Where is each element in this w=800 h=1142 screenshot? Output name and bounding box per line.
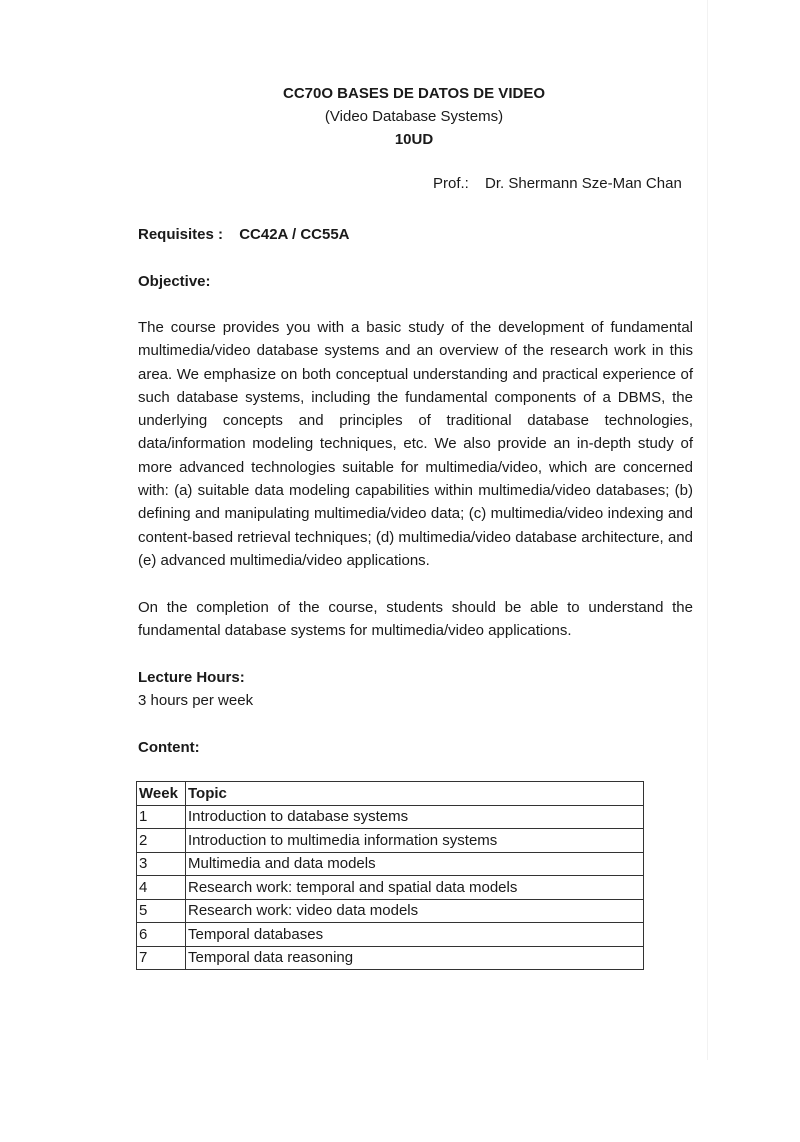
week-cell: 7 [137, 946, 186, 970]
requisites-label: Requisites : [138, 226, 224, 243]
table-row [137, 899, 644, 923]
column-header-topic: Topic [186, 782, 644, 806]
course-units: 10UD [394, 131, 434, 148]
course-subtitle: (Video Database Systems) [324, 108, 504, 125]
topic-cell: Multimedia and data models [186, 852, 644, 876]
course-title: CC70O BASES DE DATOS DE VIDEO [282, 85, 545, 102]
completion-paragraph: On the completion of the course, students should be able to understand the fundamental database systems for multimedia/video applications. [138, 599, 693, 640]
objective-heading: Objective: [138, 273, 211, 290]
column-header-week: Week [137, 782, 186, 806]
topic-cell: Temporal data reasoning [186, 946, 644, 970]
table-row [137, 946, 644, 970]
content-heading: Content: [138, 739, 200, 756]
week-cell: 4 [137, 876, 186, 900]
table-header-row [137, 782, 644, 806]
week-cell: 5 [137, 899, 186, 923]
week-cell: 3 [137, 852, 186, 876]
scan-edge-line [707, 0, 708, 1060]
requisites-line [138, 226, 350, 243]
week-cell: 2 [137, 829, 186, 853]
lecture-hours-heading: Lecture Hours: [138, 669, 245, 686]
prof-label: Prof.: [433, 175, 469, 192]
prof-name: Dr. Shermann Sze-Man Chan [485, 175, 682, 192]
course-header [0, 82, 800, 151]
topic-cell: Introduction to database systems [186, 805, 644, 829]
requisites-value: CC42A / CC55A [239, 226, 350, 243]
topic-cell: Introduction to multimedia information systems [186, 829, 644, 853]
topic-cell: Research work: temporal and spatial data models [186, 876, 644, 900]
objective-paragraph: The course provides you with a basic study of the development of fundamental multimedia/video database systems and an overview of the research work in this area. We emphasize on both conceptual understanding and practical experience of such database systems, including the fundamental components of a DBMS, the underlying concepts and principles of traditional database technologies, data/information modeling techniques, etc. We also provide an in-depth study of more advanced technologies suitable for multimedia/video, which are concerned with: (a) suitable data modeling capabilities within multimedia/video databases; (b) defining and manipulating multimedia/video data; (c) multimedia/video indexing and content-based retrieval techniques; (d) multimedia/video database architecture, and (e) advanced multimedia/video applications. [138, 319, 693, 569]
table-row [137, 852, 644, 876]
table-row [137, 805, 644, 829]
professor-line [433, 175, 682, 192]
week-cell: 6 [137, 923, 186, 947]
table-row [137, 923, 644, 947]
table-row [137, 876, 644, 900]
topic-cell: Research work: video data models [186, 899, 644, 923]
content-table [136, 781, 644, 970]
topic-cell: Temporal databases [186, 923, 644, 947]
week-cell: 1 [137, 805, 186, 829]
table-row [137, 829, 644, 853]
lecture-hours-value: 3 hours per week [138, 692, 254, 709]
